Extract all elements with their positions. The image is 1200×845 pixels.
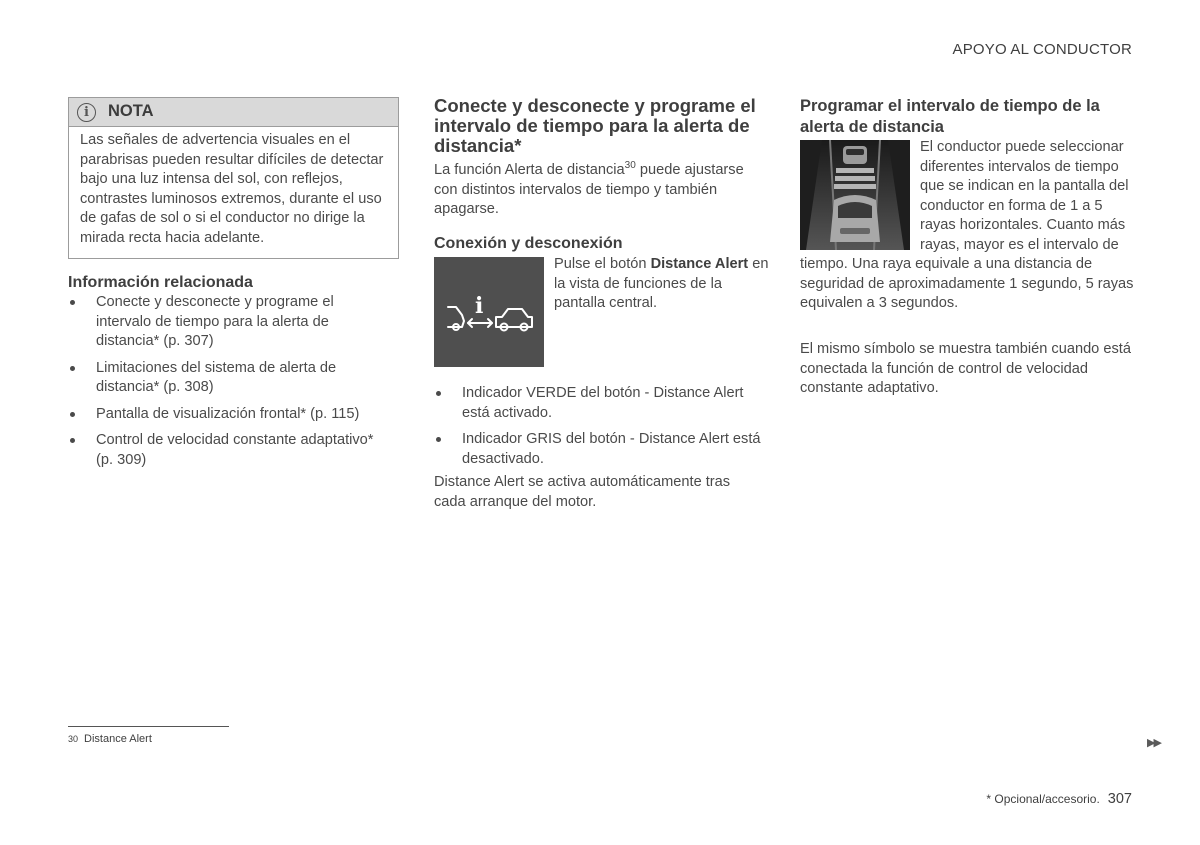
related-info-list [68,293,388,477]
press-instruction [554,255,769,314]
note-header [69,98,398,127]
program-heading: Programar el intervalo de tiempo de la alerta de distancia [800,97,1100,136]
footnote [68,732,152,746]
press-text-end: en la vista de funciones de la pantalla central. [554,256,769,311]
program-paragraph [800,138,1135,314]
intro-paragraph [434,161,769,220]
double-chevron-right-icon[interactable]: ▶▶ [1147,737,1160,749]
connection-heading: Conexión y desconexión [434,235,623,252]
related-info-heading: Información relacionada [68,274,253,291]
info-circle-icon: i [77,103,96,122]
svg-text:i: i [475,293,484,319]
distance-alert-button-image [434,257,544,367]
section-header: APOYO AL CONDUCTOR [952,41,1132,58]
intro-text-end: puede ajustarse con distintos intervalos de tiempo y también apagarse. [434,162,744,217]
main-heading: Conecte y desconecte y programe el intervalo de tiempo para la alerta de distancia* [434,95,756,156]
intro-text-start: La función Alerta de distancia [434,162,625,178]
page-footer [986,790,1132,810]
note-title: NOTA [108,102,154,121]
note-body: Las señales de advertencia visuales en el parabrisas pueden resultar difíciles de detectar bajo una luz intensa del sol, con reflejos, contrastes luminosos extremos, durante el uso de gafas de sol o si el conductor no dirige la mirada recta hacia adelante. [80,132,384,246]
optional-note: * Opcional/accesorio. [986,792,1100,806]
footnote-ref: 30 [624,160,636,172]
indicator-item: Indicador GRIS del botón - Distance Alert está desactivado. [434,430,764,469]
footnote-divider [68,726,229,727]
related-link[interactable]: Pantalla de visualización frontal* (p. 115) [68,405,388,425]
related-link[interactable]: Limitaciones del sistema de alerta de distancia* (p. 308) [68,359,388,398]
related-link[interactable]: Conecte y desconecte y programe el intervalo de tiempo para la alerta de distancia* (p. 307) [68,293,388,352]
image-spacer [800,138,920,253]
indicator-item: Indicador VERDE del botón - Distance Alert está activado. [434,384,764,423]
note-box [68,97,399,259]
distance-alert-label: Distance Alert [650,256,749,272]
same-symbol-note: El mismo símbolo se muestra también cuando está conectada la función de control de velocidad constante adaptativo. [800,341,1131,396]
related-link[interactable]: Control de velocidad constante adaptativo* (p. 309) [68,431,388,470]
footnote-text: Distance Alert [84,733,152,745]
auto-activation-note: Distance Alert se activa automáticamente tras cada arranque del motor. [434,474,731,510]
press-text-start: Pulse el botón [554,256,651,272]
footnote-number: 30 [68,734,79,744]
indicator-list [434,384,764,476]
program-text: El conductor puede seleccionar diferentes intervalos de tiempo que se indican en la pantalla del conductor en forma de 1 a 5 rayas horizontales. Cuanto más rayas, mayor es el intervalo de tiempo. Una raya equivale a una distancia de seguridad de aproximadamente 1 segundo, 5 rayas equivalen a 3 segundos. [800,139,1134,311]
distance-alert-icon [434,257,544,367]
page-number: 307 [1107,791,1132,807]
